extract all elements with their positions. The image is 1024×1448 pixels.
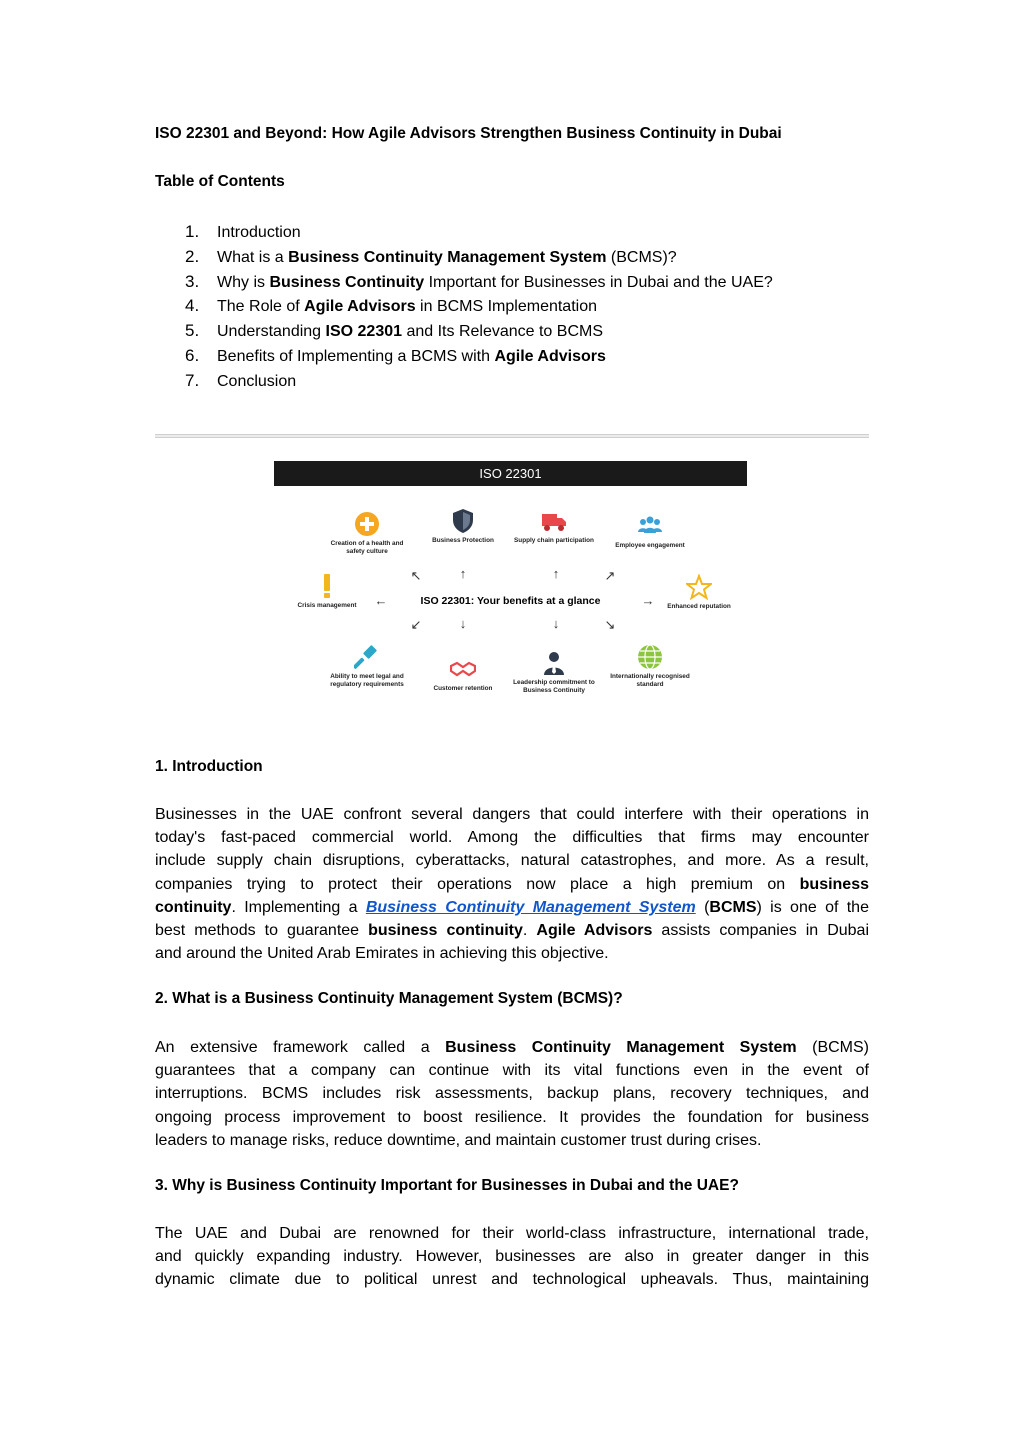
paragraph-introduction: Businesses in the UAE confront several dangers that could interfere with their operations in today's fast-paced commercial world. Among the difficulties that firms may encounter include supply chain disruptions, cyberattacks, natural catastrophes, and more. As a result, companies trying to protect their operations now place a high premium on business continuity. Implementing a Business Continuity Management System (BCMS) is one of the best methods to guarantee business continuity. Agile Advisors assists companies in Dubai and around the United Arab Emirates in achieving this objective.: [155, 806, 870, 963]
toc-item: 1. Introduction: [185, 222, 301, 241]
section-heading-introduction: 1. Introduction: [155, 758, 263, 775]
arrow-up-right-icon: ↗: [604, 568, 616, 583]
toc-item: 3. Why is Business Continuity Important for Businesses in Dubai and the UAE?: [185, 271, 773, 291]
benefit-reputation: Enhanced reputation: [657, 574, 741, 611]
arrow-up-icon: ↑: [552, 566, 560, 581]
section-heading-bcms: 2. What is a Business Continuity Management System (BCMS)?: [155, 990, 623, 1007]
truck-icon: [541, 508, 567, 534]
paragraph-importance: The UAE and Dubai are renowned for their world-class infrastructure, international trade, and quickly expanding industry. However, businesses are also in greater danger in this dynamic climate due to political unrest and technological upheavals. Thus, maintaining: [155, 1225, 869, 1289]
toc-item: 5. Understanding ISO 22301 and Its Relevance to BCMS: [185, 321, 603, 341]
section-heading-importance: 3. Why is Business Continuity Important for Businesses in Dubai and the UAE?: [155, 1177, 739, 1194]
benefit-protection: Business Protection: [421, 508, 505, 545]
arrow-right-icon: →: [641, 593, 655, 608]
toc-item: 2. What is a Business Continuity Management System (BCMS)?: [185, 246, 677, 266]
arrow-up-icon: ↑: [459, 566, 467, 581]
arrow-down-icon: ↓: [459, 616, 467, 631]
toc-item: 7. Conclusion: [185, 370, 297, 390]
toc-item: 6. Benefits of Implementing a BCMS with Agile Advisors: [185, 345, 606, 365]
document-title: ISO 22301 and Beyond: How Agile Advisors Strengthen Business Continuity in Dubai: [155, 125, 782, 142]
benefit-standard: Internationally recognised standard: [608, 644, 692, 689]
arrow-down-icon: ↓: [552, 616, 560, 631]
benefit-supply: Supply chain participation: [512, 508, 596, 545]
benefit-crisis: Crisis management: [285, 573, 369, 610]
plus-circle-icon: [354, 511, 380, 537]
bcms-link[interactable]: Business Continuity Management System: [365, 898, 696, 916]
iso-infographic: [274, 461, 747, 711]
paragraph-bcms: An extensive framework called a Business Continuity Management System (BCMS) guarantees that a company can continue with its vital functions even in the event of interruptions. BCMS includes risk assessments, backup plans, recovery techniques, and ongoing process improvement to boost resilience. It provides the foundation for business leaders to manage risks, reduce downtime, and maintain customer trust during crises.: [155, 1039, 870, 1149]
toc-heading: Table of Contents: [155, 173, 285, 190]
toc-item: 4. The Role of Agile Advisors in BCMS Implementation: [185, 296, 597, 316]
gavel-icon: [354, 644, 380, 670]
benefit-retention: Customer retention: [421, 656, 505, 693]
people-group-icon: [637, 513, 663, 539]
horizontal-divider: [155, 434, 869, 438]
handshake-icon: [450, 656, 476, 682]
arrow-up-left-icon: ↖: [410, 568, 422, 583]
benefit-employee: Employee engagement: [608, 513, 692, 550]
infographic-center-text: ISO 22301: Your benefits at a glance: [420, 595, 601, 607]
arrow-down-right-icon: ↘: [604, 617, 616, 632]
infographic-header: ISO 22301: [274, 461, 747, 486]
benefit-health: Creation of a health and safety culture: [325, 511, 409, 556]
shield-icon: [450, 508, 476, 534]
globe-icon: [637, 644, 663, 670]
arrow-down-left-icon: ↙: [410, 617, 422, 632]
businessman-icon: [541, 650, 567, 676]
benefit-legal: Ability to meet legal and regulatory requirements: [325, 644, 409, 689]
table-of-contents: [155, 220, 773, 394]
benefit-leadership: Leadership commitment to Business Continuity: [512, 650, 596, 695]
arrow-left-icon: ←: [374, 593, 388, 608]
